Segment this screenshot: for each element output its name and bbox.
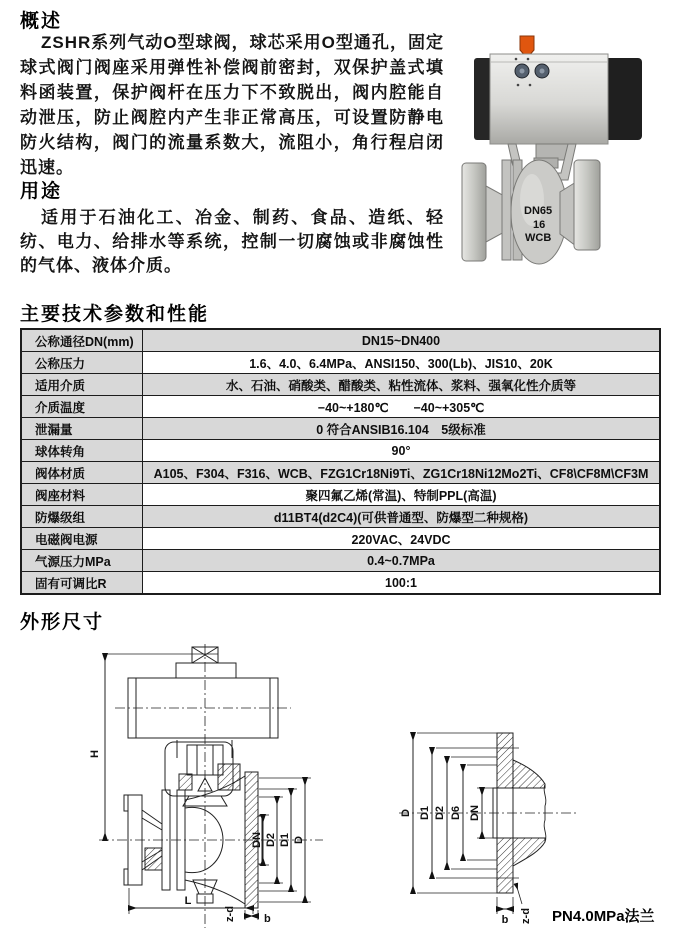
spec-row bbox=[21, 418, 660, 440]
spec-value: DN15~DN400 bbox=[143, 329, 661, 352]
flange-left bbox=[462, 163, 486, 261]
specs-table bbox=[20, 328, 661, 595]
dim-label-DN: DN bbox=[469, 805, 481, 821]
spec-label: 电磁阀电源 bbox=[21, 528, 143, 550]
spec-row bbox=[21, 440, 660, 462]
heading-dimensions: 外形尺寸 bbox=[20, 612, 105, 633]
spec-row bbox=[21, 484, 660, 506]
heading-specs: 主要技术参数和性能 bbox=[20, 304, 210, 325]
dim-label-D1: D1 bbox=[279, 832, 291, 848]
spec-row bbox=[21, 572, 660, 595]
spec-label: 固有可调比R bbox=[21, 572, 143, 595]
spec-value: 0 符合ANSIB16.104 5级标准 bbox=[143, 418, 661, 440]
spec-label: 阀体材质 bbox=[21, 462, 143, 484]
dim-label-D2: D2 bbox=[434, 805, 446, 821]
spec-row bbox=[21, 462, 660, 484]
spec-label: 介质温度 bbox=[21, 396, 143, 418]
heading-overview: 概述 bbox=[20, 11, 63, 32]
spec-value: 1.6、4.0、6.4MPa、ANSI150、300(Lb)、JIS10、20K bbox=[143, 352, 661, 374]
actuator-body bbox=[490, 54, 608, 144]
spec-value: A105、F304、F316、WCB、FZG1Cr18Ni9Ti、ZG1Cr18Ni12Mo2Ti、CF8\CF8M\CF3M bbox=[143, 462, 661, 484]
spec-value: d11BT4(d2C4)(可供普通型、防爆型二种规格) bbox=[143, 506, 661, 528]
spec-value: 聚四氟乙烯(常温)、特制PPL(高温) bbox=[143, 484, 661, 506]
heading-usage: 用途 bbox=[20, 181, 63, 202]
spec-row bbox=[21, 374, 660, 396]
valve-body bbox=[462, 160, 600, 264]
dim-label-zd: z-d bbox=[520, 908, 532, 924]
dimension-drawing-valve bbox=[85, 642, 407, 933]
spec-label: 球体转角 bbox=[21, 440, 143, 462]
spec-row bbox=[21, 506, 660, 528]
actuator bbox=[474, 36, 642, 144]
flange-caption: PN4.0MPa法兰 bbox=[552, 908, 655, 925]
spec-value: −40~+180℃ −40~+305℃ bbox=[143, 396, 661, 418]
actuator-cap-right bbox=[604, 58, 642, 140]
dim-label-D: D bbox=[293, 836, 305, 844]
marking-material: WCB bbox=[525, 232, 552, 244]
spec-value: 0.4~0.7MPa bbox=[143, 550, 661, 572]
overview-paragraph: ZSHR系列气动O型球阀，球芯采用O型通孔，固定球式阀门阀座采用弹性补偿阀前密封，双保护盖式填料函装置，保护阀杆在压力下不致脱出，阀内腔能自动泄压，防止阀腔内产生非正常高压，可设置防静电防火结构，阀门的流量系数大，流阻小，角行程启闭迅速。 bbox=[20, 33, 444, 177]
product-photo bbox=[450, 8, 662, 290]
dim-label-D1: D1 bbox=[419, 805, 431, 821]
flange-right bbox=[574, 160, 600, 250]
spec-row bbox=[21, 329, 660, 352]
dim-label-zd: z-d bbox=[224, 906, 236, 922]
dim-label-b: b bbox=[264, 913, 271, 925]
dim-label-D6: D6 bbox=[450, 805, 462, 821]
dim-label-D: D bbox=[400, 809, 412, 817]
spec-label: 阀座材料 bbox=[21, 484, 143, 506]
spec-label: 公称通径DN(mm) bbox=[21, 329, 143, 352]
dim-label-DN: DN bbox=[251, 832, 263, 848]
spec-label: 公称压力 bbox=[21, 352, 143, 374]
spec-row bbox=[21, 528, 660, 550]
spec-label: 泄漏量 bbox=[21, 418, 143, 440]
dim-label-L: L bbox=[184, 895, 192, 907]
spec-label: 气源压力MPa bbox=[21, 550, 143, 572]
spec-row bbox=[21, 396, 660, 418]
spec-row bbox=[21, 550, 660, 572]
spec-row bbox=[21, 352, 660, 374]
spec-label: 适用介质 bbox=[21, 374, 143, 396]
spec-value: 100:1 bbox=[143, 572, 661, 595]
dimension-drawing-flange bbox=[395, 692, 680, 927]
spec-label: 防爆级组 bbox=[21, 506, 143, 528]
usage-paragraph: 适用于石油化工、冶金、制药、食品、造纸、轻纺、电力、给排水等系统，控制一切腐蚀或非腐蚀性的气体、液体介质。 bbox=[20, 208, 444, 275]
marking-dn: DN65 bbox=[524, 205, 553, 217]
marking-pn: 16 bbox=[533, 219, 546, 231]
spec-value: 水、石油、硝酸类、醋酸类、粘性流体、浆料、强氧化性介质等 bbox=[143, 374, 661, 396]
spec-value: 220VAC、24VDC bbox=[143, 528, 661, 550]
dim-label-D2: D2 bbox=[265, 832, 277, 848]
specs-table-body bbox=[21, 329, 660, 594]
spec-value: 90° bbox=[143, 440, 661, 462]
dim-label-b: b bbox=[501, 914, 509, 926]
dim-label-H: H bbox=[89, 750, 101, 758]
